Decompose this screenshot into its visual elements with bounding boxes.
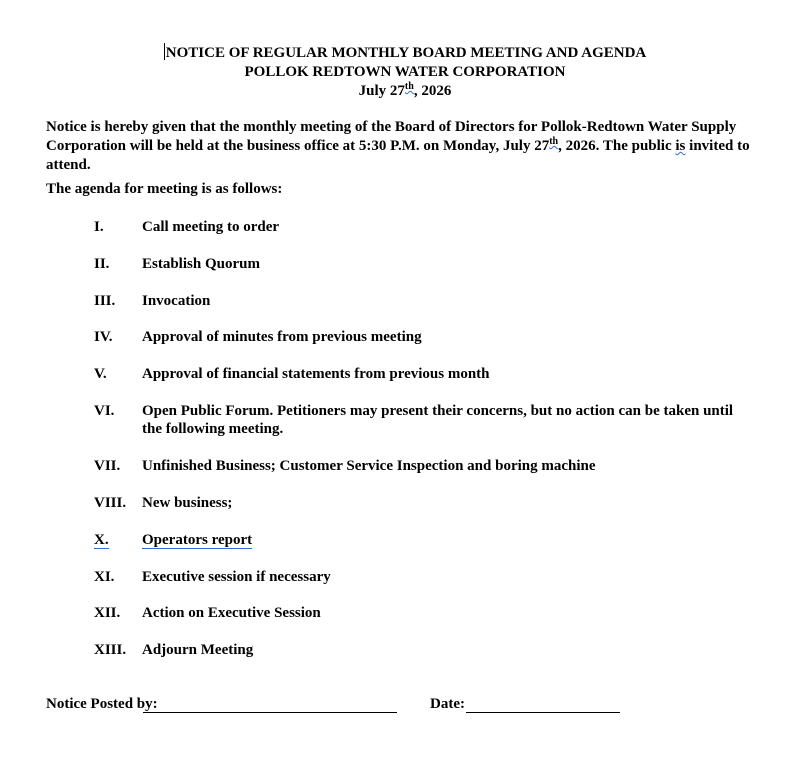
agenda-item bbox=[94, 365, 754, 383]
agenda-item-number: VI. bbox=[94, 403, 115, 419]
agenda-item-text: New business; bbox=[142, 495, 233, 511]
agenda-item bbox=[94, 494, 754, 512]
agenda-item-text: Establish Quorum bbox=[142, 256, 260, 272]
meeting-date: July 27th, 2026 bbox=[358, 81, 452, 99]
agenda-item-number: VIII. bbox=[94, 495, 127, 511]
agenda-item-number: XIII. bbox=[94, 642, 127, 658]
agenda-item bbox=[94, 218, 754, 236]
date-signature-line[interactable] bbox=[466, 712, 620, 713]
notice-title: NOTICE OF REGULAR MONTHLY BOARD MEETING AND AGENDA bbox=[165, 45, 647, 61]
agenda-item bbox=[94, 568, 754, 586]
agenda-item-text: Action on Executive Session bbox=[142, 605, 321, 621]
agenda-item-number: III. bbox=[94, 293, 116, 309]
agenda-item-number: I. bbox=[94, 219, 104, 235]
agenda-intro: The agenda for meeting is as follows: bbox=[46, 181, 283, 197]
agenda-item-text: Open Public Forum. Petitioners may present their concerns, but no action can be taken until the following meeting. bbox=[142, 403, 734, 437]
organization-name: POLLOK REDTOWN WATER CORPORATION bbox=[244, 64, 566, 80]
agenda-item-number: VII. bbox=[94, 458, 121, 474]
agenda-item-text: Operators report bbox=[142, 532, 253, 548]
text-cursor bbox=[164, 43, 165, 60]
agenda-item bbox=[94, 328, 754, 346]
agenda-list bbox=[94, 218, 754, 659]
agenda-item-number: IV. bbox=[94, 329, 113, 345]
notice-posted-label: Notice Posted by: bbox=[46, 696, 158, 712]
notice-paragraph: Notice is hereby given that the monthly meeting of the Board of Directors for Pollok-Redtown Water Supply Corporation will be held at the business office at 5:30 P.M. on Monday, July 27th, 2026. The public is invited to attend. bbox=[46, 119, 750, 173]
posted-by-signature-line[interactable] bbox=[143, 712, 397, 713]
agenda-item bbox=[94, 457, 754, 475]
agenda-item bbox=[94, 402, 754, 438]
agenda-item-text: Unfinished Business; Customer Service Inspection and boring machine bbox=[142, 458, 596, 474]
notice-header bbox=[0, 43, 810, 101]
agenda-item-number: XII. bbox=[94, 605, 121, 621]
agenda-item-text: Approval of minutes from previous meeting bbox=[142, 329, 422, 345]
agenda-item-number: II. bbox=[94, 256, 110, 272]
agenda-item bbox=[94, 641, 754, 659]
agenda-item bbox=[94, 255, 754, 273]
agenda-item-text: Call meeting to order bbox=[142, 219, 280, 235]
agenda-item-text: Approval of financial statements from previous month bbox=[142, 366, 490, 382]
agenda-item-text: Adjourn Meeting bbox=[142, 642, 254, 658]
agenda-item bbox=[94, 292, 754, 310]
agenda-item-text: Executive session if necessary bbox=[142, 569, 331, 585]
date-label: Date: bbox=[430, 696, 465, 712]
agenda-item-text: Invocation bbox=[142, 293, 211, 309]
notice-footer bbox=[46, 696, 646, 718]
agenda-item-number: X. bbox=[94, 532, 109, 548]
agenda-item-number: V. bbox=[94, 366, 107, 382]
agenda-item bbox=[94, 531, 754, 549]
agenda-item bbox=[94, 604, 754, 622]
agenda-item-number: XI. bbox=[94, 569, 115, 585]
